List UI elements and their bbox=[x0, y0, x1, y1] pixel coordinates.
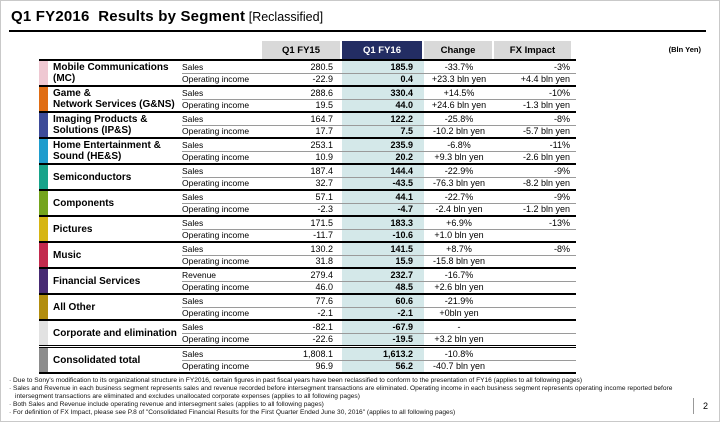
segment-name-line: Game & bbox=[53, 88, 91, 99]
header-spacer bbox=[39, 41, 261, 59]
segment-row bbox=[39, 241, 576, 267]
q1-fy15-value: 46.0 bbox=[315, 282, 333, 293]
q1-fy16-value: 330.4 bbox=[342, 87, 424, 99]
q1-fy16-value: 44.0 bbox=[342, 100, 424, 112]
metric-label: Sales bbox=[182, 321, 204, 332]
fx-impact-value bbox=[494, 321, 573, 333]
segment-metrics bbox=[182, 87, 576, 111]
metric-label: Operating income bbox=[182, 126, 250, 137]
metric-label: Operating income bbox=[182, 256, 250, 267]
fx-impact-value: -1.2 bln yen bbox=[522, 204, 570, 215]
q1-fy15-value: 57.1 bbox=[315, 191, 333, 202]
metric-label: Sales bbox=[182, 113, 204, 124]
fx-impact-value: -10% bbox=[548, 87, 570, 98]
footnotes bbox=[9, 377, 699, 417]
metric-label: Operating income bbox=[182, 152, 250, 163]
q1-fy16-value: 1,613.2 bbox=[342, 348, 424, 360]
segment-color-marker bbox=[39, 348, 48, 372]
q1-fy15-value: 10.9 bbox=[315, 152, 333, 163]
metric-row bbox=[182, 295, 576, 307]
segment-metrics bbox=[182, 61, 576, 85]
fx-impact-value: -11% bbox=[549, 139, 570, 150]
metric-row bbox=[182, 151, 576, 164]
segment-name-line: Financial Services bbox=[53, 275, 141, 287]
change-value: +14.5% bbox=[443, 87, 475, 98]
segment-color-marker bbox=[39, 87, 48, 111]
change-value: -10.2 bln yen bbox=[432, 126, 486, 137]
metric-label: Operating income bbox=[182, 100, 250, 111]
segment-name-line: Music bbox=[53, 249, 82, 261]
q1-fy16-value: 60.6 bbox=[342, 295, 424, 307]
metric-row bbox=[182, 217, 576, 229]
metric-row bbox=[182, 113, 576, 125]
metric-row bbox=[182, 269, 576, 281]
segment-name-line: Corporate and elimination bbox=[53, 327, 177, 339]
segment-name-line: Mobile Communications bbox=[53, 62, 169, 73]
segment-name-line: Pictures bbox=[53, 223, 93, 235]
segment-metrics bbox=[182, 139, 576, 163]
segment-row bbox=[39, 345, 576, 372]
fx-impact-value: -13% bbox=[548, 217, 570, 228]
metric-row bbox=[182, 333, 576, 346]
q1-fy16-value: -67.9 bbox=[342, 321, 424, 333]
change-value: +0bln yen bbox=[439, 308, 479, 319]
fx-impact-value: -9% bbox=[553, 191, 570, 202]
fx-impact-value bbox=[494, 269, 573, 281]
footnote-line: · For definition of FX Impact, please see P.8 of "Consolidated Financial Results for the First Quarter Ended June 30, 2016" (applies to all following pages) bbox=[9, 409, 456, 417]
q1-fy15-value: -2.1 bbox=[317, 308, 333, 319]
segment-metrics bbox=[182, 191, 576, 215]
metric-label: Operating income bbox=[182, 178, 250, 189]
segment-row bbox=[39, 267, 576, 293]
metric-row bbox=[182, 255, 576, 268]
segment-name-line: Semiconductors bbox=[53, 171, 132, 183]
q1-fy16-value: -4.7 bbox=[342, 204, 424, 216]
segment-name bbox=[48, 217, 182, 241]
segment-name bbox=[48, 87, 182, 111]
metric-row bbox=[182, 229, 576, 242]
segment-name bbox=[48, 348, 182, 372]
segment-row bbox=[39, 319, 576, 345]
fx-impact-value: -2.6 bln yen bbox=[522, 152, 570, 163]
change-value: -40.7 bln yen bbox=[432, 361, 486, 372]
change-value: -21.9% bbox=[444, 295, 474, 306]
segment-color-marker bbox=[39, 113, 48, 137]
segment-color-marker bbox=[39, 61, 48, 85]
segment-metrics bbox=[182, 321, 576, 345]
metric-label: Revenue bbox=[182, 269, 217, 280]
segment-name bbox=[48, 295, 182, 319]
segment-name-line: Sound (HE&S) bbox=[53, 151, 122, 162]
change-value: -10.8% bbox=[444, 348, 474, 359]
change-value: +8.7% bbox=[446, 243, 472, 254]
metric-label: Sales bbox=[182, 243, 204, 254]
metric-row bbox=[182, 348, 576, 360]
metric-label: Sales bbox=[182, 217, 204, 228]
q1-fy16-value: 183.3 bbox=[342, 217, 424, 229]
segment-name-line: Components bbox=[53, 197, 115, 209]
metric-row bbox=[182, 360, 576, 373]
fx-impact-value bbox=[494, 308, 573, 320]
segment-name-line: Solutions (IP&S) bbox=[53, 125, 132, 136]
q1-fy15-value: 1,808.1 bbox=[302, 348, 333, 359]
column-header-fx-impact: FX Impact bbox=[494, 41, 571, 59]
segment-name-line: (MC) bbox=[53, 73, 76, 84]
metric-label: Sales bbox=[182, 61, 204, 72]
fx-impact-value: -9% bbox=[553, 165, 570, 176]
metric-row bbox=[182, 87, 576, 99]
metric-row bbox=[182, 321, 576, 333]
change-value: -76.3 bln yen bbox=[432, 178, 486, 189]
q1-fy16-value: 0.4 bbox=[342, 74, 424, 86]
segment-color-marker bbox=[39, 217, 48, 241]
segment-row bbox=[39, 293, 576, 319]
fx-impact-value: -8% bbox=[553, 113, 570, 124]
metric-label: Sales bbox=[182, 165, 204, 176]
footnote-line: · Both Sales and Revenue include operating revenue and intersegment sales (applies to all following pages) bbox=[9, 401, 324, 409]
q1-fy15-value: 32.7 bbox=[315, 178, 333, 189]
page-title-main: Q1 FY2016 Results by Segment bbox=[11, 8, 246, 25]
metric-label: Operating income bbox=[182, 230, 250, 241]
segment-metrics bbox=[182, 243, 576, 267]
q1-fy15-value: 171.5 bbox=[310, 217, 333, 228]
segment-row bbox=[39, 85, 576, 111]
metric-label: Operating income bbox=[182, 308, 250, 319]
table-body bbox=[39, 59, 576, 374]
fx-impact-value: -5.7 bln yen bbox=[522, 126, 570, 137]
fx-impact-value bbox=[494, 230, 573, 242]
change-value: +1.0 bln yen bbox=[434, 230, 484, 241]
metric-label: Operating income bbox=[182, 361, 250, 372]
table-header-row bbox=[39, 41, 576, 59]
q1-fy16-value: 44.1 bbox=[342, 191, 424, 203]
change-value: +2.6 bln yen bbox=[434, 282, 484, 293]
segment-row bbox=[39, 189, 576, 215]
metric-label: Sales bbox=[182, 295, 204, 306]
results-table bbox=[39, 41, 576, 374]
fx-impact-value bbox=[494, 348, 573, 360]
change-value: +9.3 bln yen bbox=[434, 152, 484, 163]
segment-color-marker bbox=[39, 295, 48, 319]
segment-row bbox=[39, 137, 576, 163]
q1-fy15-value: -22.6 bbox=[312, 334, 333, 345]
segment-name bbox=[48, 321, 182, 345]
fx-impact-value bbox=[494, 256, 573, 268]
fx-impact-value: -8% bbox=[553, 243, 570, 254]
fx-impact-value: +4.4 bln yen bbox=[520, 74, 570, 85]
metric-label: Sales bbox=[182, 87, 204, 98]
q1-fy16-value: -19.5 bbox=[342, 334, 424, 346]
segment-row bbox=[39, 163, 576, 189]
q1-fy15-value: -22.9 bbox=[312, 74, 333, 85]
metric-label: Sales bbox=[182, 348, 204, 359]
segment-metrics bbox=[182, 217, 576, 241]
segment-name-line: Consolidated total bbox=[53, 354, 141, 366]
segment-name-line: Imaging Products & bbox=[53, 114, 148, 125]
footnote-line: · Sales and Revenue in each business segment represents sales and revenue recorded before intersegment transactions are eliminated. Operating income in each business segment represents operating income reported before intersegment transactions are eliminated and excludes unallocated corporate expenses (applies to all following pages) bbox=[9, 385, 673, 401]
segment-metrics bbox=[182, 165, 576, 189]
metric-row bbox=[182, 99, 576, 112]
q1-fy16-value: 232.7 bbox=[342, 269, 424, 281]
q1-fy16-value: 48.5 bbox=[342, 282, 424, 294]
q1-fy16-value: 20.2 bbox=[342, 152, 424, 164]
change-value: -6.8% bbox=[447, 139, 471, 150]
unit-note: (Bln Yen) bbox=[668, 45, 701, 54]
fx-impact-value bbox=[494, 282, 573, 294]
segment-color-marker bbox=[39, 243, 48, 267]
segment-name bbox=[48, 269, 182, 293]
column-header-q1-fy15: Q1 FY15 bbox=[262, 41, 340, 59]
metric-label: Operating income bbox=[182, 334, 250, 345]
metric-label: Sales bbox=[182, 191, 204, 202]
column-header-change: Change bbox=[424, 41, 492, 59]
segment-name bbox=[48, 139, 182, 163]
segment-name bbox=[48, 191, 182, 215]
q1-fy15-value: 96.9 bbox=[315, 361, 333, 372]
segment-name-line: Home Entertainment & bbox=[53, 140, 161, 151]
q1-fy16-value: -2.1 bbox=[342, 308, 424, 320]
change-value: +3.2 bln yen bbox=[434, 334, 484, 345]
segment-row bbox=[39, 111, 576, 137]
metric-row bbox=[182, 139, 576, 151]
segment-name-line: All Other bbox=[53, 301, 96, 313]
segment-name bbox=[48, 113, 182, 137]
fx-impact-value: -1.3 bln yen bbox=[522, 100, 570, 111]
q1-fy15-value: 19.5 bbox=[315, 100, 333, 111]
segment-row bbox=[39, 215, 576, 241]
metric-label: Operating income bbox=[182, 282, 250, 293]
segment-color-marker bbox=[39, 269, 48, 293]
q1-fy15-value: 288.6 bbox=[310, 87, 333, 98]
q1-fy15-value: -11.7 bbox=[313, 230, 333, 241]
q1-fy16-value: 56.2 bbox=[342, 361, 424, 373]
segment-row bbox=[39, 61, 576, 85]
q1-fy15-value: 280.5 bbox=[310, 61, 333, 72]
segment-name bbox=[48, 243, 182, 267]
metric-row bbox=[182, 165, 576, 177]
segment-metrics bbox=[182, 269, 576, 293]
change-value: -22.7% bbox=[444, 191, 474, 202]
page-number: 2 bbox=[693, 398, 710, 414]
q1-fy15-value: 187.4 bbox=[310, 165, 333, 176]
fx-impact-value bbox=[494, 361, 573, 373]
change-value: -16.7% bbox=[444, 269, 474, 280]
metric-row bbox=[182, 61, 576, 73]
metric-row bbox=[182, 281, 576, 294]
fx-impact-value bbox=[494, 334, 573, 346]
metric-row bbox=[182, 73, 576, 86]
fx-impact-value: -3% bbox=[553, 61, 570, 72]
q1-fy16-value: 122.2 bbox=[342, 113, 424, 125]
q1-fy16-value: -10.6 bbox=[342, 230, 424, 242]
q1-fy15-value: 130.2 bbox=[310, 243, 333, 254]
q1-fy16-value: 141.5 bbox=[342, 243, 424, 255]
fx-impact-value: -8.2 bln yen bbox=[522, 178, 570, 189]
segment-name-line: Network Services (G&NS) bbox=[53, 99, 175, 110]
page-title bbox=[11, 8, 323, 26]
q1-fy15-value: 253.1 bbox=[310, 139, 333, 150]
segment-color-marker bbox=[39, 321, 48, 345]
change-value: +6.9% bbox=[446, 217, 472, 228]
segment-metrics bbox=[182, 348, 576, 372]
metric-row bbox=[182, 307, 576, 320]
column-header-q1-fy16: Q1 FY16 bbox=[342, 41, 422, 59]
q1-fy16-value: 15.9 bbox=[342, 256, 424, 268]
segment-name bbox=[48, 165, 182, 189]
change-value: +23.3 bln yen bbox=[431, 74, 487, 85]
segment-metrics bbox=[182, 113, 576, 137]
metric-label: Sales bbox=[182, 139, 204, 150]
metric-row bbox=[182, 243, 576, 255]
q1-fy16-value: 185.9 bbox=[342, 61, 424, 73]
segment-color-marker bbox=[39, 139, 48, 163]
change-value: -15.8 bln yen bbox=[432, 256, 486, 267]
q1-fy15-value: 279.4 bbox=[310, 269, 333, 280]
title-divider bbox=[9, 30, 706, 32]
q1-fy16-value: 7.5 bbox=[342, 126, 424, 138]
change-value: +24.6 bln yen bbox=[431, 100, 487, 111]
page-title-suffix: [Reclassified] bbox=[248, 10, 324, 24]
metric-label: Operating income bbox=[182, 204, 250, 215]
q1-fy15-value: 17.7 bbox=[315, 126, 333, 137]
change-value: -25.8% bbox=[444, 113, 474, 124]
segment-color-marker bbox=[39, 165, 48, 189]
q1-fy16-value: 144.4 bbox=[342, 165, 424, 177]
q1-fy15-value: 77.6 bbox=[315, 295, 333, 306]
change-value: -22.9% bbox=[444, 165, 474, 176]
fx-impact-value bbox=[494, 295, 573, 307]
metric-row bbox=[182, 177, 576, 190]
q1-fy16-value: -43.5 bbox=[342, 178, 424, 190]
metric-row bbox=[182, 203, 576, 216]
segment-metrics bbox=[182, 295, 576, 319]
change-value: - bbox=[457, 321, 461, 332]
q1-fy15-value: 164.7 bbox=[310, 113, 333, 124]
change-value: -33.7% bbox=[444, 61, 474, 72]
segment-color-marker bbox=[39, 191, 48, 215]
q1-fy15-value: -2.3 bbox=[317, 204, 333, 215]
metric-row bbox=[182, 125, 576, 138]
segment-name bbox=[48, 61, 182, 85]
metric-label: Operating income bbox=[182, 74, 250, 85]
q1-fy16-value: 235.9 bbox=[342, 139, 424, 151]
q1-fy15-value: -82.1 bbox=[312, 321, 333, 332]
change-value: -2.4 bln yen bbox=[435, 204, 483, 215]
footnote-line: · Due to Sony's modification to its organizational structure in FY2016, certain figures in past fiscal years have been reclassified to conform to the presentation of FY16 (applies to all following pages) bbox=[9, 377, 583, 384]
metric-row bbox=[182, 191, 576, 203]
q1-fy15-value: 31.8 bbox=[315, 256, 333, 267]
